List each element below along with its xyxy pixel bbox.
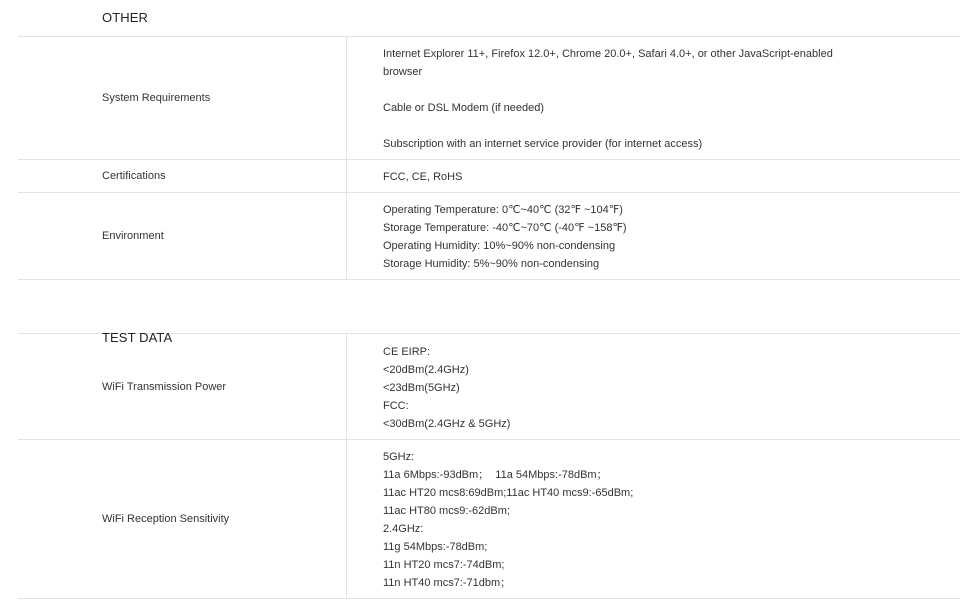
- spec-value: [347, 334, 960, 439]
- spec-label: [18, 440, 347, 598]
- spec-value-line: Operating Humidity: 10%~90% non-condensing: [383, 240, 616, 252]
- spec-label-wifi-transmission-power: WiFi Transmission Power: [102, 380, 227, 393]
- spec-value: [347, 193, 960, 279]
- spec-value-line: Storage Temperature: -40℃~70℃ (-40℉ ~158℉): [383, 222, 627, 234]
- spec-value-line: Cable or DSL Modem (if needed): [383, 102, 545, 114]
- spec-value-line: CE EIRP:: [383, 346, 431, 358]
- specifications-panel: [18, 0, 960, 599]
- spec-row-system-requirements: [18, 37, 960, 160]
- spec-value-line: 5GHz:: [383, 451, 415, 463]
- spec-value-line: 11n HT20 mcs7:-74dBm;: [383, 559, 505, 571]
- spec-value: [347, 160, 960, 192]
- spec-value-line: 2.4GHz:: [383, 523, 424, 535]
- spec-label: [18, 193, 347, 279]
- section-title-other: [18, 0, 960, 37]
- spec-value-line: Internet Explorer 11+, Firefox 12.0+, Chrome 20.0+, Safari 4.0+, or other JavaScript-enabled browser: [383, 48, 833, 78]
- spec-label: [18, 37, 347, 159]
- spec-value-line: <23dBm(5GHz): [383, 382, 460, 394]
- spec-label: [18, 334, 347, 439]
- spec-value-line: Storage Humidity: 5%~90% non-condensing: [383, 258, 600, 270]
- spec-value-line: <30dBm(2.4GHz & 5GHz): [383, 418, 511, 430]
- spec-value: [347, 37, 960, 159]
- spec-label-certifications: Certifications: [102, 170, 166, 182]
- spec-value-line: FCC, CE, RoHS: [383, 171, 463, 183]
- section-title-test-data: [18, 280, 960, 345]
- spec-row-wifi-transmission-power: [18, 334, 960, 440]
- spec-value-line: FCC:: [383, 400, 409, 412]
- spec-value-line: 11a 6Mbps:-93dBm； 11a 54Mbps:-78dBm；: [383, 469, 608, 481]
- spec-label-environment: Environment: [102, 230, 164, 242]
- spec-label-wifi-reception-sensitivity: WiFi Reception Sensitivity: [102, 513, 230, 525]
- spec-value: [347, 440, 960, 598]
- spec-label: [18, 160, 347, 192]
- spec-row-environment: [18, 193, 960, 280]
- spec-value-line: <20dBm(2.4GHz): [383, 364, 469, 376]
- spec-value-line: Operating Temperature: 0℃~40℃ (32℉ ~104℉): [383, 204, 623, 216]
- spec-row-certifications: [18, 160, 960, 193]
- section-title-test-data-text: TEST DATA: [102, 330, 173, 345]
- spec-value-line: Subscription with an internet service provider (for internet access): [383, 138, 703, 150]
- spec-value-line: 11n HT40 mcs7:-71dbm；: [383, 577, 512, 589]
- spec-value-line: 11ac HT20 mcs8:69dBm;11ac HT40 mcs9:-65dBm;: [383, 487, 634, 499]
- spec-value-line: 11ac HT80 mcs9:-62dBm;: [383, 505, 510, 517]
- spec-value-line: 11g 54Mbps:-78dBm;: [383, 541, 488, 553]
- spec-label-system-requirements: System Requirements: [102, 92, 211, 104]
- section-title-other-text: OTHER: [102, 10, 148, 25]
- spec-row-wifi-reception-sensitivity: [18, 440, 960, 599]
